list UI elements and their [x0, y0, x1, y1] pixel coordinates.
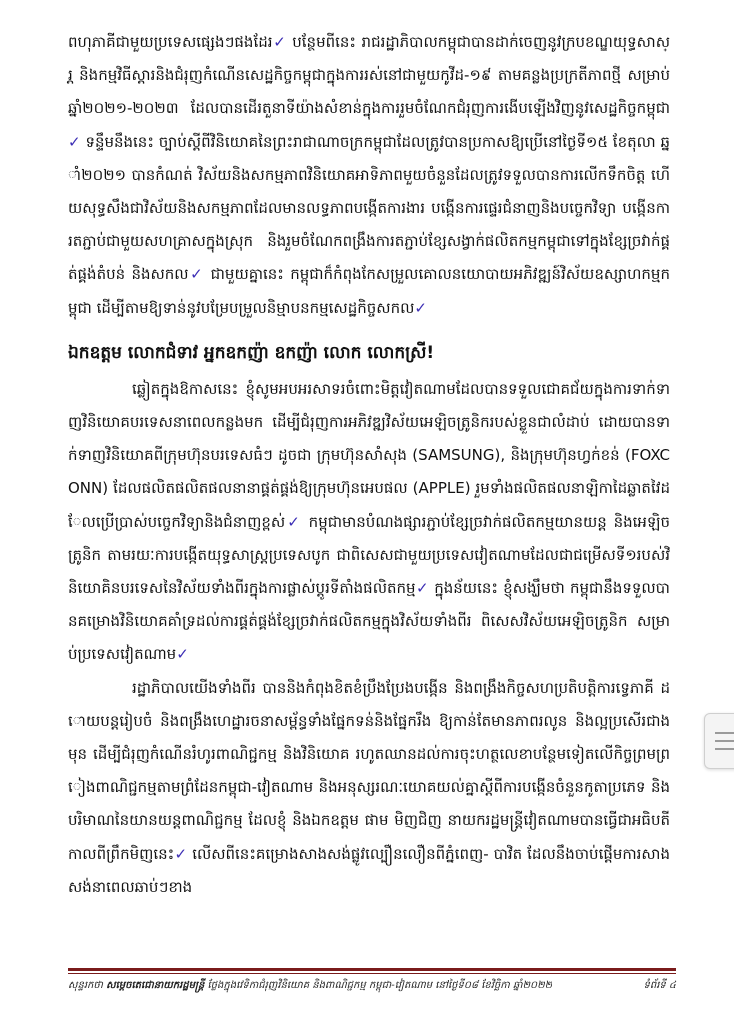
paragraph-3: [68, 672, 670, 904]
check-mark-icon: ✓: [188, 265, 205, 284]
hamburger-menu-icon: [715, 731, 734, 751]
check-mark-icon: ✓: [272, 33, 287, 51]
paragraph-3-sentence-2: លើសពីនេះគម្រោងសាងសង់ផ្លូវល្បឿនលឿនពីភ្នំពេញ- បាវិត ដែលនឹងចាប់ផ្តើមការសាងសង់នាពេលឆាប់ៗខាង: [68, 844, 670, 896]
paragraph-2-sentence-3: ក្នុងន័យនេះ ខ្ញុំសង្ឃឹមថា កម្ពុជានឹងទទួលបានគម្រោងវិនិយោគគាំទ្រដល់ការផ្គត់ផ្គង់ខ្សែច្រវាក់ផលិតកម្មក្នុងវិស័យទាំងពីរ ពិសេសវិស័យអេឡិចត្រូនិក សម្រាប់ប្រទេសវៀតណាម: [68, 579, 670, 664]
check-mark-icon: ✓: [285, 512, 302, 531]
check-mark-icon: ✓: [414, 298, 427, 317]
page-number: ទំព័រទី ៤: [643, 980, 676, 991]
document-body: [68, 26, 670, 904]
footer-subtitle: ថ្លែងក្នុងវេទិកាជំរុញវិនិយោគ និងពាណិជ្ជកម្ម កម្ពុជា-វៀតណាម នៅថ្ងៃទី០៨ ខែវិច្ឆិកា ឆ្នាំ២០២២: [207, 980, 553, 991]
menu-button[interactable]: [704, 713, 734, 769]
paragraph-3-sentence-1: រដ្ឋាភិបាលយើងទាំងពីរ បាននិងកំពុងខិតខំប្រឹងប្រែងបង្កើន និងពង្រឹងកិច្ចសហប្រតិបត្តិការទ្វេភាគី ដោយបន្តរៀបចំ និងពង្រឹងហេដ្ឋារចនាសម្ព័ន្ធទាំងផ្នែកទន់និងផ្នែករឹង ឱ្យកាន់តែមានភាពរលូន និងល្អប្រសើរជាងមុន ដើម្បីជំរុញកំណើនរំហូរពាណិជ្ជកម្ម និងវិនិយោគ រហូតឈានដល់ការចុះហត្ថលេខាបន្ថែមទៀតលើកិច្ចព្រមព្រៀងពាណិជ្ជកម្មតាមព្រំដែនកម្ពុជា-វៀតណាម និងអនុស្សរណៈយោគយល់គ្នាស្តីពីការបង្កើនចំនួនកូតាប្រភេទ និងបរិមាណនៃយានយន្តពាណិជ្ជកម្ម ដែលខ្ញុំ និងឯកឧត្តម ផាម មិញជិញ នាយករដ្ឋមន្រ្តីវៀតណាមបានធ្វើជាអធិបតីកាលពីព្រឹកមិញនេះ: [68, 678, 670, 863]
check-mark-icon: ✓: [176, 645, 189, 664]
footer-caption: [68, 978, 552, 993]
paragraph-1-sentence-1: ពហុភាគីជាមួយប្រទេសផ្សេងៗផងដែរ: [68, 33, 273, 51]
check-mark-icon: ✓: [415, 579, 430, 598]
footer-divider-thin: [68, 973, 676, 974]
paragraph-1-sentence-3: ទន្ទឹមនឹងនេះ ច្បាប់ស្តីពីវិនិយោគនៃព្រះរាជាណាចក្រកម្ពុជាដែលត្រូវបានប្រកាសឱ្យប្រើនៅថ្ងៃទី១៥ ខែតុលា ឆ្នាំ២០២១ បានកំណត់ វិស័យនិងសកម្មភាពវិនិយោគអាទិភាពមួយចំនួនដែលត្រូវទទួលបានការលើកទឹកចិត្ត ហើយសុទ្ធសឹងជាវិស័យនិងសកម្មភាពដែលមានលទ្ធភាពបង្កើតការងារ បង្កើនការផ្ទេរជំនាញនិងបច្ចេកវិទ្យា បង្កើនការតភ្ជាប់ជាមួយសហគ្រាសក្នុងស្រុក និងរួមចំណែកពង្រឹងការតភ្ជាប់ខ្សែសង្វាក់ផលិតកម្មកម្ពុជាទៅក្នុងខ្សែច្រវាក់ផ្គត់ផ្គង់តំបន់ និងសកល: [68, 132, 670, 284]
paragraph-2-sentence-1: ឆ្លៀតក្នុងឱកាសនេះ ខ្ញុំសូមអបអរសាទរចំពោះមិត្តវៀតណាមដែលបានទទួលជោគជ័យក្នុងការទាក់ទាញវិនិយោគបរទេសនាពេលកន្លងមក ដើម្បីជំរុញការអភិវឌ្ឍវិស័យអេឡិចត្រូនិករបស់ខ្លួនជាលំដាប់ ដោយបានទាក់ទាញវិនិយោគពីក្រុមហ៊ុនបរទេសធំៗ ដូចជា ក្រុមហ៊ុនសាំសុង (SAMSUNG), និងក្រុមហ៊ុនហ្វក់ខន់ (FOXCONN) ដែលផលិតផលិតផលនានាផ្គត់ផ្គង់ឱ្យក្រុមហ៊ុនអេបផល (APPLE) រួមទាំងផលិតផលនាឡិកាដៃឆ្លាតវៃដែលប្រើប្រាស់បច្ចេកវិទ្យានិងជំនាញខ្ពស់: [68, 379, 670, 531]
footer-label: សុន្ទរកថា: [68, 980, 103, 991]
footer-title: សម្តេចតេជោនាយករដ្ឋមន្ត្រី: [106, 980, 205, 991]
check-mark-icon: ✓: [68, 132, 81, 151]
page-footer: [68, 978, 676, 993]
check-mark-icon: ✓: [174, 844, 188, 863]
footer-divider-thick: [68, 968, 676, 971]
paragraph-2: [68, 373, 670, 672]
paragraph-2-sentence-2: កម្ពុជាមានបំណងផ្សារភ្ជាប់ខ្សែច្រវាក់ផលិតកម្មយានយន្ត និងអេឡិចត្រូនិក តាមរយៈការបង្កើតយុទ្ធសាស្រ្តប្រទេសបូក ជាពិសេសជាមួយប្រទេសវៀតណាមដែលជាជម្រើសទី១របស់វិនិយោគិនបរទេសនៃវិស័យទាំងពីរក្នុងការផ្លាស់ប្តូរទីតាំងផលិតកម្ម: [68, 512, 670, 598]
section-heading: ឯកឧត្តម លោកជំទាវ អ្នកឧកញ៉ា ឧកញ៉ា លោក លោកស្រី!: [68, 342, 435, 363]
paragraph-1-sentence-2: បន្ថែមពីនេះ រាជរដ្ឋាភិបាលកម្ពុជាបានដាក់ចេញនូវក្របខណ្ឌយុទ្ធសាស្រ្ត និងកម្មវិធីស្តារនិងជំរុញកំណើនសេដ្ឋកិច្ចកម្ពុជាក្នុងការរស់នៅជាមួយកូវីដ-១៩ តាមគន្លងប្រក្រតីភាពថ្មី សម្រាប់ឆ្នាំ២០២១-២០២៣ ដែលបានដើរតួនាទីយ៉ាងសំខាន់ក្នុងការរួមចំណែកជំរុញការងើបឡើងវិញនូវសេដ្ឋកិច្ចកម្ពុជា: [68, 33, 670, 118]
paragraph-1-sentence-4: ជាមួយគ្នានេះ កម្ពុជាក៏កំពុងកែសម្រួលគោលនយោបាយអភិវឌ្ឍន៍វិស័យឧស្សាហកម្មកម្ពុជា ដើម្បីតាមឱ្យទាន់នូវបម្រែបម្រួលនិម្មាបនកម្មសេដ្ឋកិច្ចសកល: [68, 265, 670, 317]
paragraph-1: [68, 26, 670, 325]
